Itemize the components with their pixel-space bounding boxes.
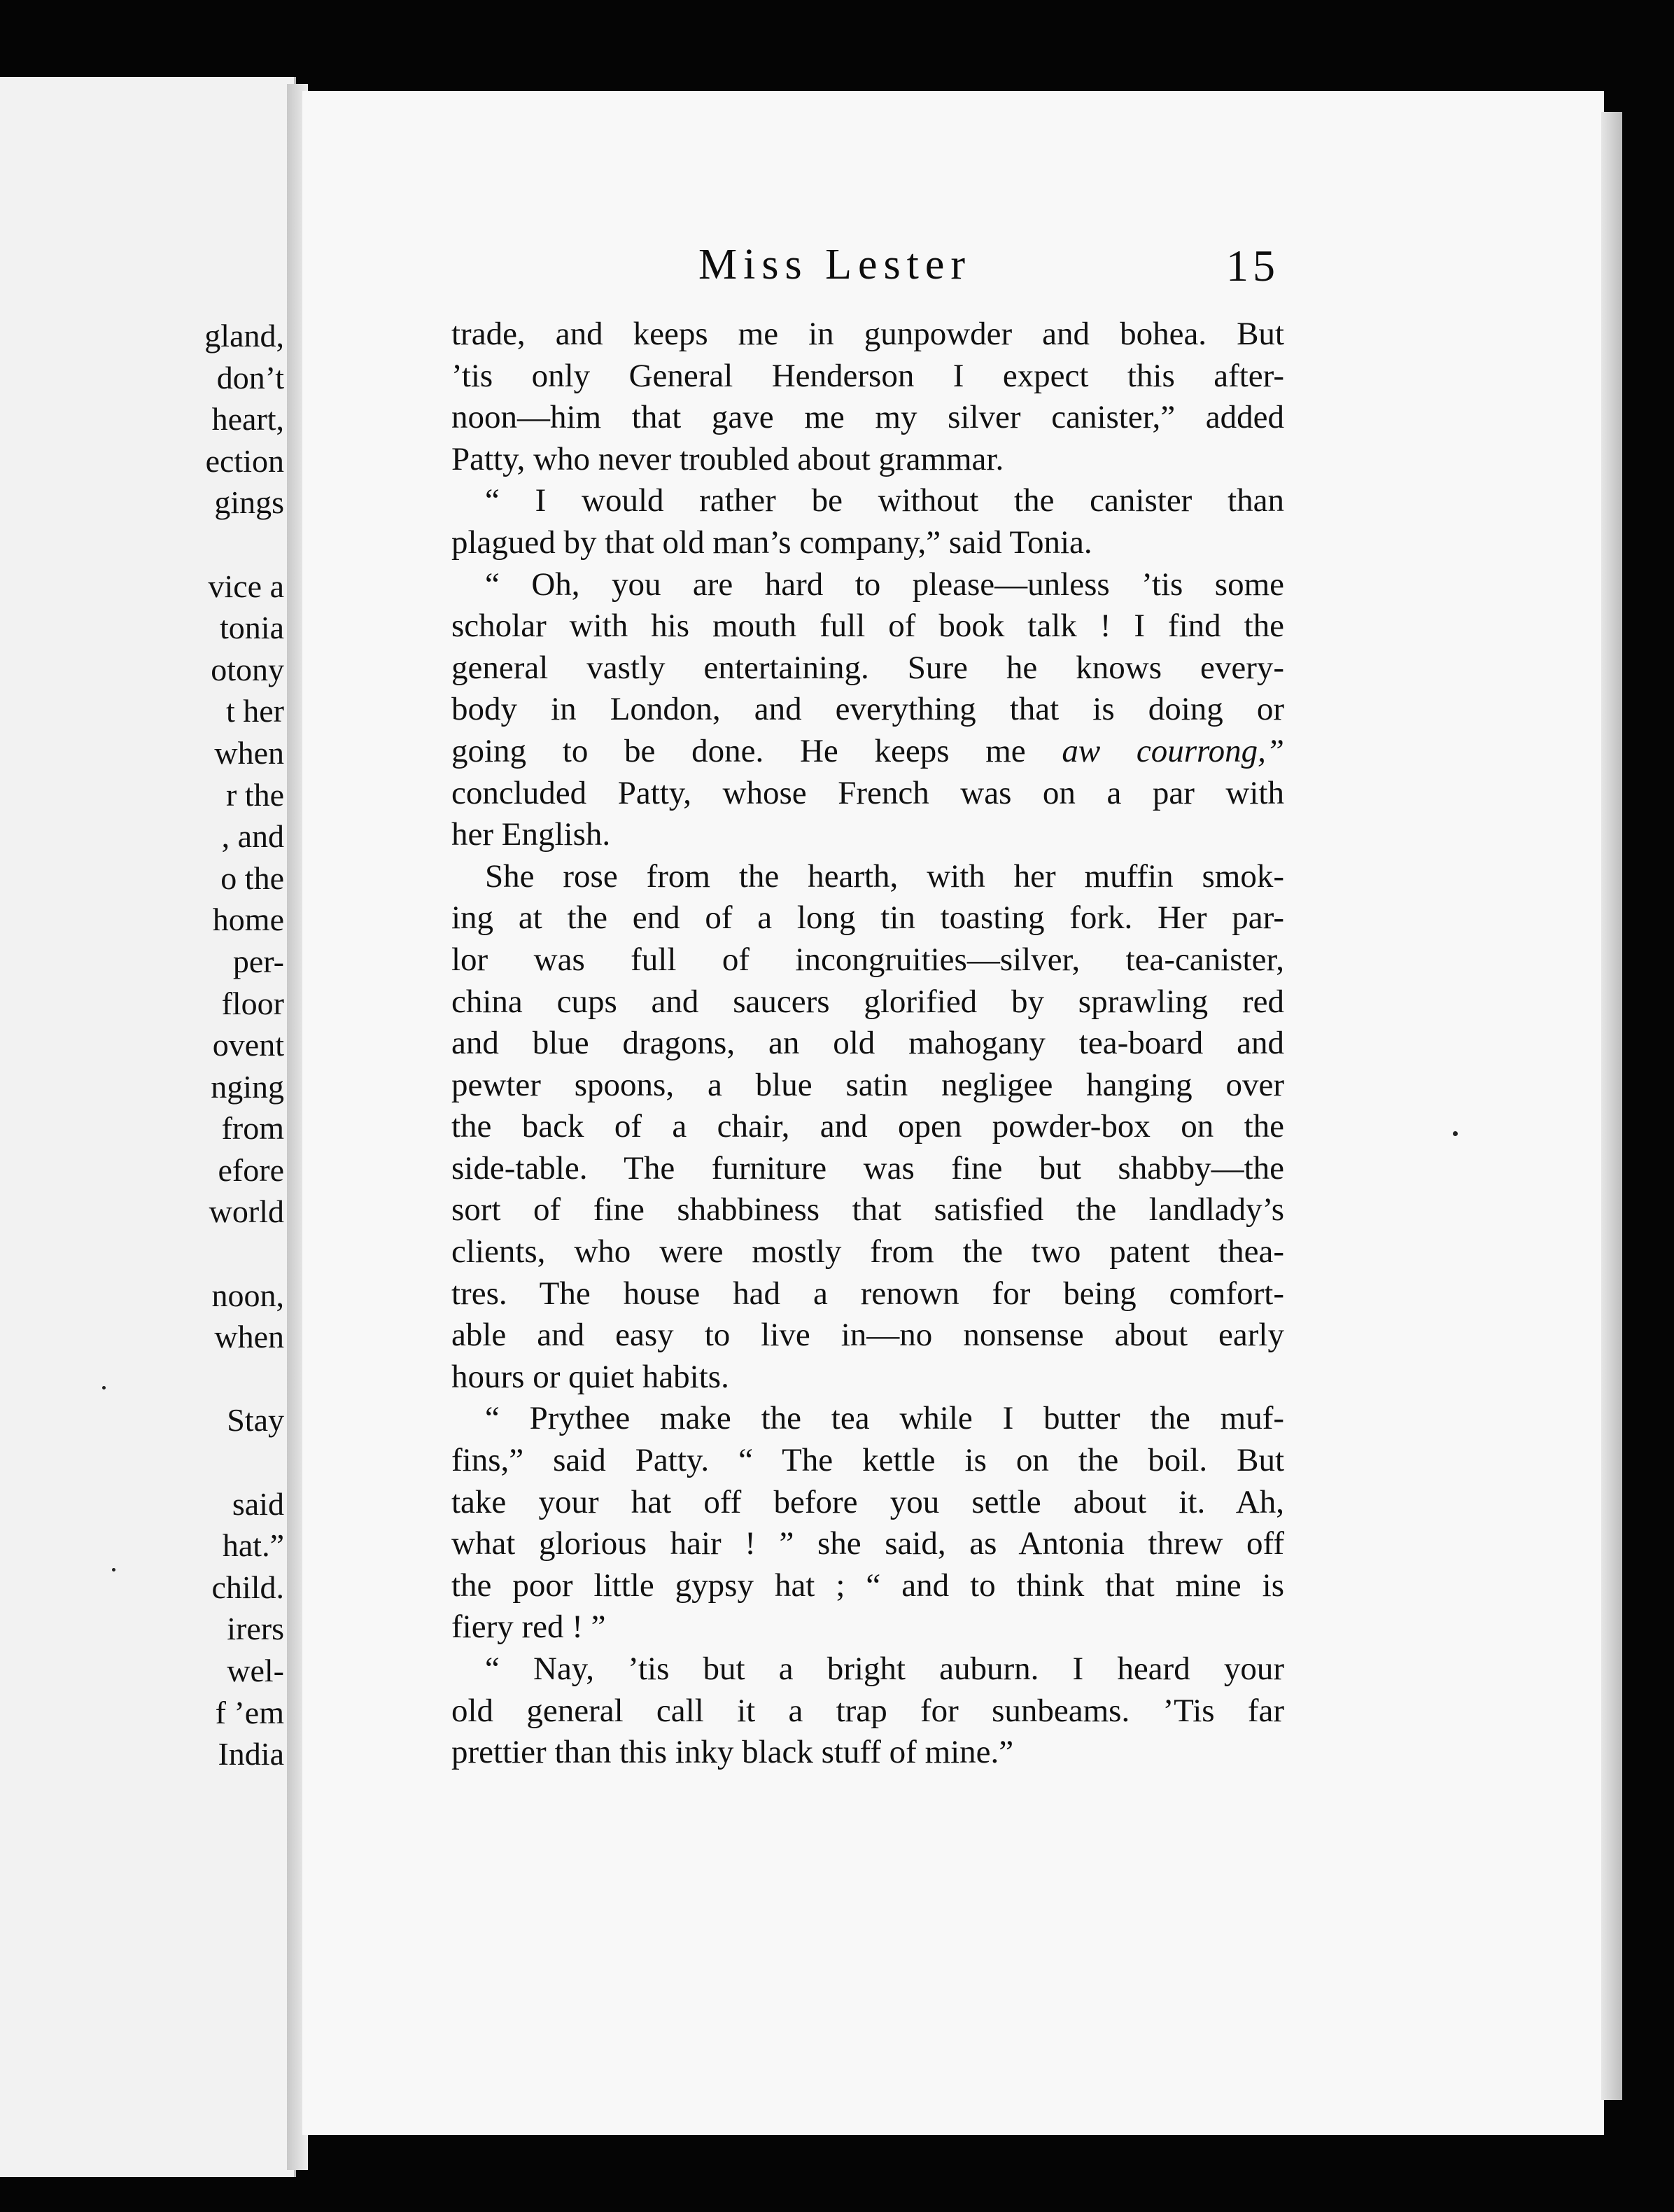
left-fragment-line: efore — [218, 1152, 284, 1188]
left-fragment-line: tonia — [220, 610, 284, 646]
left-fragment-line: don’t — [216, 359, 284, 396]
running-head — [0, 240, 1674, 296]
text-line: noon—him that gave me my silver canister,” added — [451, 399, 1284, 436]
text-line: “ Prythee make the tea while I butter the muf- — [485, 1400, 1284, 1437]
text-line: the poor little gypsy hat ; “ and to think that mine is — [451, 1567, 1284, 1604]
text-line: “ Nay, ’tis but a bright auburn. I heard your — [485, 1651, 1284, 1687]
text-line: general vastly entertaining. Sure he knows every- — [451, 649, 1284, 686]
page-speck — [102, 1386, 106, 1390]
text-line: china cups and saucers glorified by sprawling red — [451, 983, 1284, 1020]
left-fragment-line: f ’em — [215, 1694, 284, 1730]
body-text — [451, 314, 1284, 1774]
left-fragment-line: Stay — [227, 1402, 284, 1438]
italic-phrase: aw courrong,” — [1062, 732, 1284, 769]
left-fragment-line: world — [209, 1194, 284, 1230]
left-page-fragments — [204, 315, 284, 1775]
text-line: going to be done. He keeps me aw courrong,” — [451, 732, 1284, 769]
left-fragment-line: nging — [211, 1068, 284, 1105]
left-fragment-line: when — [214, 734, 284, 771]
text-line: old general call it a trap for sunbeams. ’Tis far — [451, 1692, 1284, 1729]
paragraph — [451, 480, 1284, 564]
left-fragment-line: child. — [211, 1569, 284, 1605]
left-fragment-line: wel- — [227, 1653, 284, 1688]
left-fragment-line: irers — [227, 1611, 284, 1647]
left-fragment-line: floor — [221, 985, 284, 1021]
left-fragment-line: when — [214, 1319, 284, 1355]
text-line: concluded Patty, whose French was on a par with — [451, 774, 1284, 811]
text-line: plagued by that old man’s company,” said Tonia. — [451, 524, 1092, 561]
text-line: hours or quiet habits. — [451, 1358, 729, 1395]
text-line: clients, who were mostly from the two patent thea- — [451, 1233, 1284, 1270]
text-line: tres. The house had a renown for being comfort- — [451, 1275, 1284, 1312]
left-fragment-line: t her — [225, 693, 284, 729]
left-fragment-line: r the — [225, 776, 284, 813]
left-fragment-line: from — [221, 1110, 284, 1147]
paragraph — [451, 856, 1284, 1399]
left-fragment-line: per- — [232, 943, 284, 979]
page-speck — [1453, 1131, 1458, 1136]
text-line: “ Oh, you are hard to please—unless ’tis some — [485, 566, 1284, 603]
text-line: body in London, and everything that is doing or — [451, 691, 1284, 728]
left-fragment-line: gings — [214, 484, 284, 521]
text-line: Patty, who never troubled about grammar. — [451, 440, 1004, 477]
page-edge — [1601, 112, 1622, 2100]
text-line: ’tis only General Henderson I expect this after- — [451, 357, 1284, 394]
left-fragment-line: , and — [221, 818, 284, 855]
text-line: pewter spoons, a blue satin negligee hanging over — [451, 1066, 1284, 1103]
text-line: prettier than this inky black stuff of mine.” — [451, 1734, 1014, 1771]
paragraph — [451, 1648, 1284, 1774]
left-fragment-line: otony — [211, 651, 284, 687]
paragraph — [451, 314, 1284, 480]
left-fragment-line: heart, — [211, 401, 284, 438]
text-line: and blue dragons, an old mahogany tea-board and — [451, 1025, 1284, 1062]
text-line: scholar with his mouth full of book talk ! I find the — [451, 608, 1284, 645]
text-line: “ I would rather be without the canister than — [485, 482, 1284, 519]
left-fragment-line: vice a — [208, 568, 284, 604]
left-fragment-line — [204, 1441, 284, 1483]
left-fragment-line — [204, 1358, 284, 1400]
text-line: take your hat off before you settle about it. Ah, — [451, 1483, 1284, 1520]
left-fragment-line — [204, 524, 284, 566]
left-fragment-line: ovent — [212, 1027, 284, 1063]
text-line: sort of fine shabbiness that satisfied the landlady’s — [451, 1191, 1284, 1228]
text-line: lor was full of incongruities—silver, tea-canister, — [451, 941, 1284, 978]
text-line: ing at the end of a long tin toasting fork. Her par- — [451, 899, 1284, 937]
left-fragment-line: o the — [220, 860, 284, 896]
left-fragment-line: home — [212, 902, 284, 938]
text-line: what glorious hair ! ” she said, as Antonia threw off — [451, 1525, 1284, 1562]
page-speck — [112, 1568, 115, 1572]
text-line: able and easy to live in—no nonsense about early — [451, 1317, 1284, 1354]
left-fragment-line: said — [232, 1485, 284, 1522]
text-line: fiery red ! ” — [451, 1609, 606, 1646]
text-line: She rose from the hearth, with her muffin smok- — [485, 858, 1284, 895]
left-fragment-line — [204, 1233, 284, 1275]
left-fragment-line: gland, — [204, 318, 284, 354]
page-number: 15 — [1226, 241, 1279, 290]
paragraph — [451, 564, 1284, 856]
text-line: her English. — [451, 816, 611, 853]
running-title: Miss Lester — [698, 241, 972, 288]
left-fragment-line: noon, — [211, 1277, 284, 1313]
paragraph — [451, 1398, 1284, 1648]
left-fragment-line: India — [218, 1736, 284, 1772]
text-line: trade, and keeps me in gunpowder and bohea. But — [451, 316, 1284, 352]
text-line: the back of a chair, and open powder-box on the — [451, 1108, 1284, 1145]
left-fragment-line: hat.” — [222, 1527, 284, 1564]
left-page — [0, 77, 296, 2177]
text-line: side-table. The furniture was fine but shabby—the — [451, 1149, 1284, 1186]
text-line: fins,” said Patty. “ The kettle is on the boil. But — [451, 1442, 1284, 1479]
left-fragment-line: ection — [205, 442, 284, 479]
